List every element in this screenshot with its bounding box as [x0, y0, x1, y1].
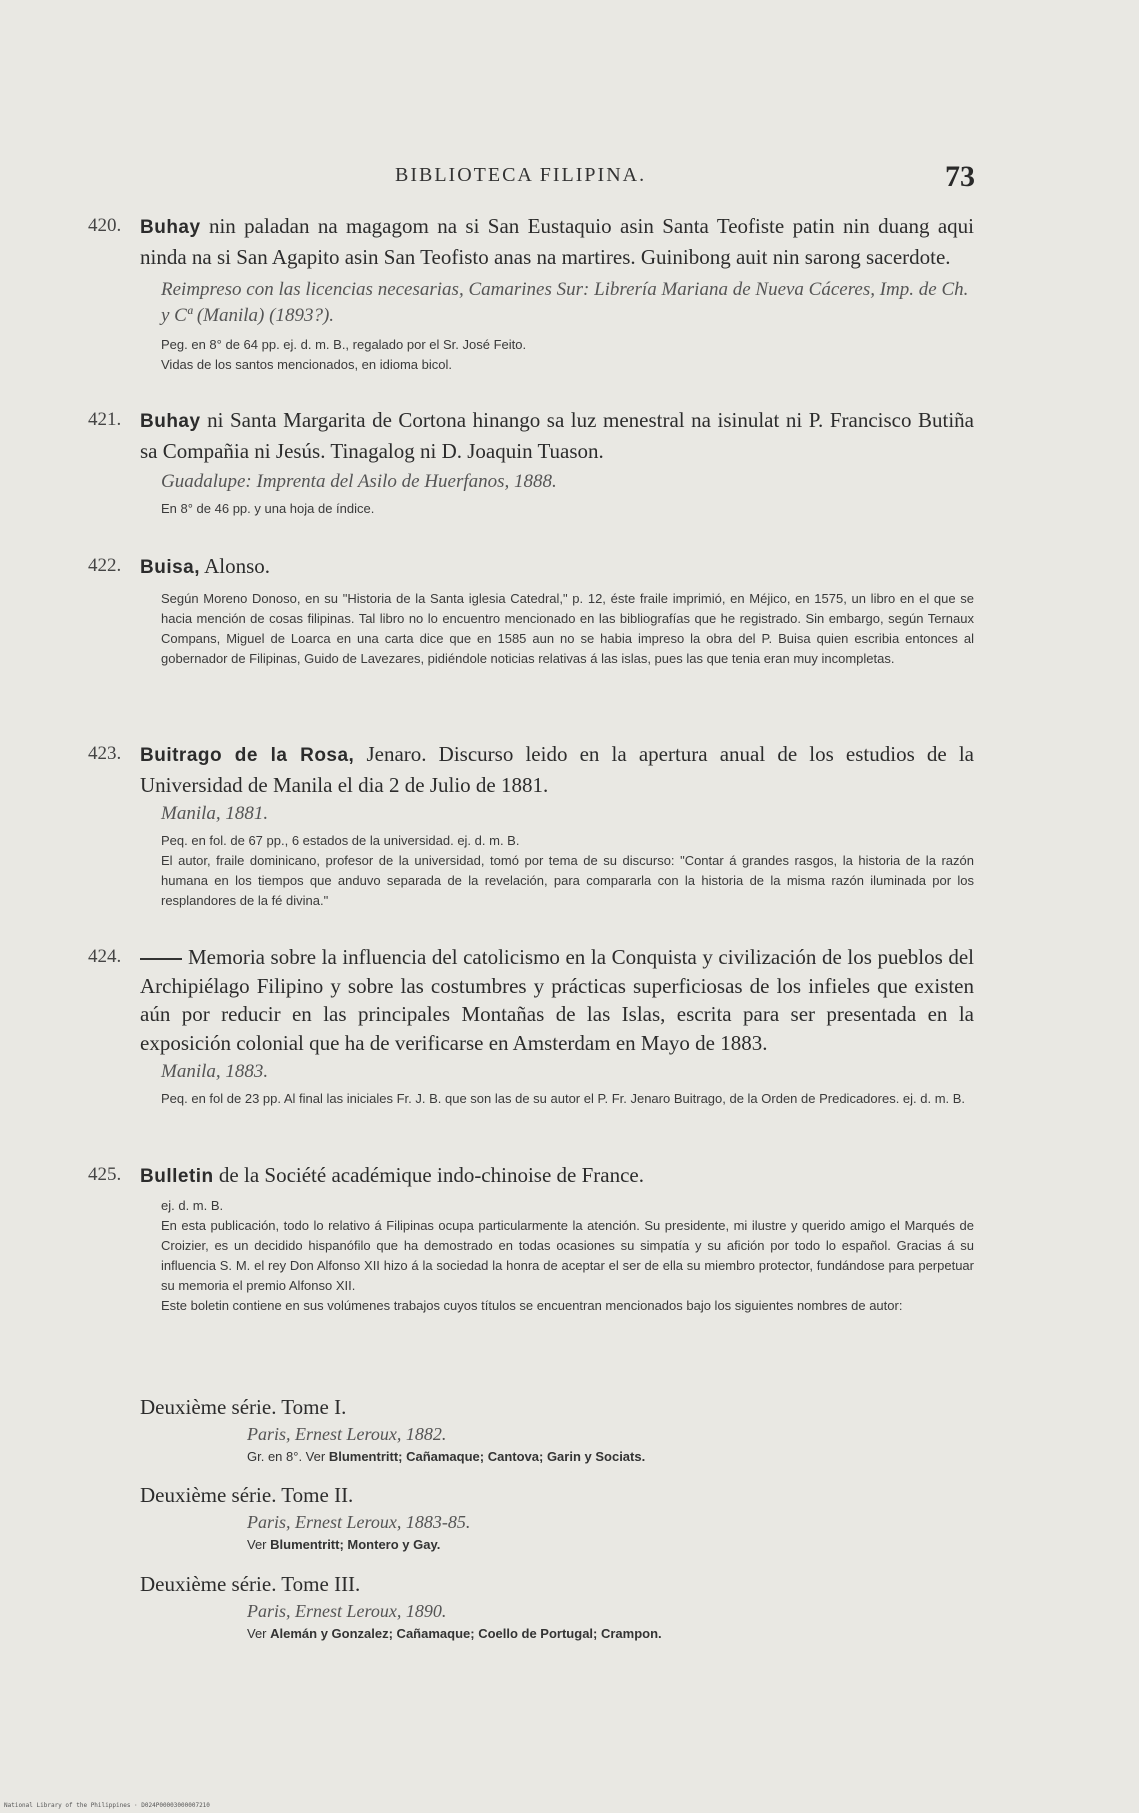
- entry-heading: Buitrago de la Rosa,: [140, 745, 355, 766]
- entry-number: 422.: [88, 555, 122, 576]
- entry-number: 420.: [88, 215, 122, 236]
- entry-title: [140, 1161, 974, 1192]
- entry-imprint: Manila, 1883.: [161, 1061, 269, 1082]
- entry-heading: Buhay: [140, 411, 201, 432]
- entry-note: ej. d. m. B.: [161, 1197, 224, 1213]
- series-authors: Blumentritt; Montero y Gay.: [270, 1537, 441, 1552]
- entry-title: [140, 212, 974, 271]
- page-number: 73: [945, 160, 975, 193]
- series-authors: Blumentritt; Cañamaque; Cantova; Garin y Sociats.: [328, 1449, 646, 1464]
- entry-note: El autor, fraile dominicano, profesor de la universidad, tomó por tema de su discurso: "Contar á grandes rasgos, la historia de la razón humana en los tiempos que anduvo separada de la revelación, para compararla con la historia de la misma razón iluminada por los resplandores de la fé divina.": [161, 853, 974, 908]
- entry-note: Peg. en 8° de 64 pp. ej. d. m. B., regalado por el Sr. José Feito.: [161, 337, 527, 352]
- entry-heading: Buhay: [140, 217, 201, 238]
- series-title: Deuxième série. Tome I.: [140, 1395, 347, 1419]
- series-refs: [247, 1535, 900, 1555]
- series-prefix: Ver: [247, 1537, 267, 1552]
- entry-heading: Bulletin: [140, 1166, 214, 1187]
- entry-imprint: Guadalupe: Imprenta del Asilo de Huerfanos, 1888.: [161, 471, 557, 492]
- series-prefix: Gr. en 8°. Ver: [247, 1449, 326, 1464]
- entry-title: [140, 552, 974, 583]
- entry-imprint: Reimpreso con las licencias necesarias, Camarines Sur: Librería Mariana de Nueva Cáceres, Imp. de Ch. y Cª (Manila) (1893?).: [161, 279, 969, 326]
- series-prefix: Ver: [247, 1626, 267, 1641]
- entry-note: En 8° de 46 pp. y una hoja de índice.: [161, 501, 375, 516]
- entry-title: [140, 406, 974, 465]
- series-title: Deuxième série. Tome III.: [140, 1572, 361, 1596]
- entry-number: 421.: [88, 409, 122, 430]
- entry-note: Peq. en fol. de 67 pp., 6 estados de la universidad. ej. d. m. B.: [161, 833, 520, 848]
- entry-423: [88, 740, 974, 911]
- ditto-dash: [140, 958, 182, 960]
- series-item: [140, 1570, 900, 1644]
- entry-text: Jenaro. Discurso leido en la apertura anual de los estudios de la Universidad de Manila el dia 2 de Julio de 1881.: [140, 742, 974, 797]
- series-imprint: Paris, Ernest Leroux, 1890.: [247, 1601, 447, 1621]
- entry-424: [88, 943, 974, 1109]
- series-item: [140, 1481, 900, 1555]
- series-imprint: Paris, Ernest Leroux, 1882.: [247, 1424, 447, 1444]
- series-refs: [247, 1624, 900, 1644]
- series-item: [140, 1393, 900, 1467]
- series-refs: [247, 1447, 900, 1467]
- entry-text: Memoria sobre la influencia del catolicismo en la Conquista y civilización de los pueblos del Archipiélago Filipino y sobre las costumbres y prácticas superficiosas de los infieles que existen aún por reducir en las principales Montañas de las Islas, escrita para ser presentada en la exposición colonial que ha de verificarse en Amsterdam en Mayo de 1883.: [140, 945, 974, 1055]
- entry-421: [88, 406, 974, 519]
- entry-number: 425.: [88, 1164, 122, 1185]
- entry-425: [88, 1161, 974, 1316]
- entry-text: de la Société académique indo-chinoise de France.: [218, 1163, 644, 1187]
- entry-note: En esta publicación, todo lo relativo á Filipinas ocupa particularmente la atención. Su presidente, mi ilustre y querido amigo el Marqués de Croizier, es un decidido hispanófilo que ha demostrado en todas ocasiones su simpatía y su afición por todo lo español. Gracias á su influencia S. M. el rey Don Alfonso XII hizo á la sociedad la honra de aceptar el ser de ella su miembro protector, fundándose para perpetuar su memoria el premio Alfonso XII.: [161, 1217, 974, 1293]
- entry-imprint: Manila, 1881.: [161, 803, 269, 824]
- entry-title: [140, 740, 974, 799]
- scan-footer: National Library of the Philippines · D024P00003000007210: [4, 1802, 210, 1809]
- entry-text: nin paladan na magagom na si San Eustaquio asin Santa Teofiste patin nin duang aqui ninda na si San Agapito asin San Teofisto anas na martires. Guinibong auit nin sarong sacerdote.: [140, 214, 974, 269]
- entry-number: 424.: [88, 946, 122, 967]
- entry-title: [140, 943, 974, 1057]
- entry-number: 423.: [88, 743, 122, 764]
- entry-note: Peq. en fol de 23 pp. Al final las iniciales Fr. J. B. que son las de su autor el P. Fr. Jenaro Buitrago, de la Orden de Predicadores. ej. d. m. B.: [161, 1091, 966, 1106]
- entry-note: Este boletin contiene en sus volúmenes trabajos cuyos títulos se encuentran mencionados bajo los siguientes nombres de autor:: [161, 1297, 903, 1313]
- series-authors: Alemán y Gonzalez; Cañamaque; Coello de Portugal; Crampon.: [270, 1626, 662, 1641]
- entry-heading: Buisa,: [140, 557, 201, 578]
- entry-note: Según Moreno Donoso, en su "Historia de la Santa iglesia Catedral," p. 12, éste fraile imprimió, en Méjico, en 1575, un libro en el que se hacia mención de cosas filipinas. Tal libro no lo encuentro mencionado en las bibliografías que he registrado. Sin embargo, según Ternaux Compans, Miguel de Loarca en una carta dice que en 1585 aun no se habia impreso la obra del P. Buisa quien escribia entonces al gobernador de Filipinas, Guido de Lavezares, pidiéndole noticias relativas á las islas, pues las que tenia eran muy incompletas.: [161, 590, 974, 666]
- entry-420: [88, 212, 974, 375]
- entry-422: [88, 552, 974, 669]
- running-header: [395, 160, 975, 196]
- series-title: Deuxième série. Tome II.: [140, 1483, 354, 1507]
- entry-note: Vidas de los santos mencionados, en idioma bicol.: [161, 357, 452, 372]
- entry-text: Alonso.: [204, 554, 271, 578]
- series-imprint: Paris, Ernest Leroux, 1883-85.: [247, 1512, 471, 1532]
- entry-text: ni Santa Margarita de Cortona hinango sa luz menestral na isinulat ni P. Francisco Butiña sa Compañia ni Jesús. Tinagalog ni D. Joaquin Tuason.: [140, 408, 974, 463]
- running-title: BIBLIOTECA FILIPINA.: [395, 164, 647, 186]
